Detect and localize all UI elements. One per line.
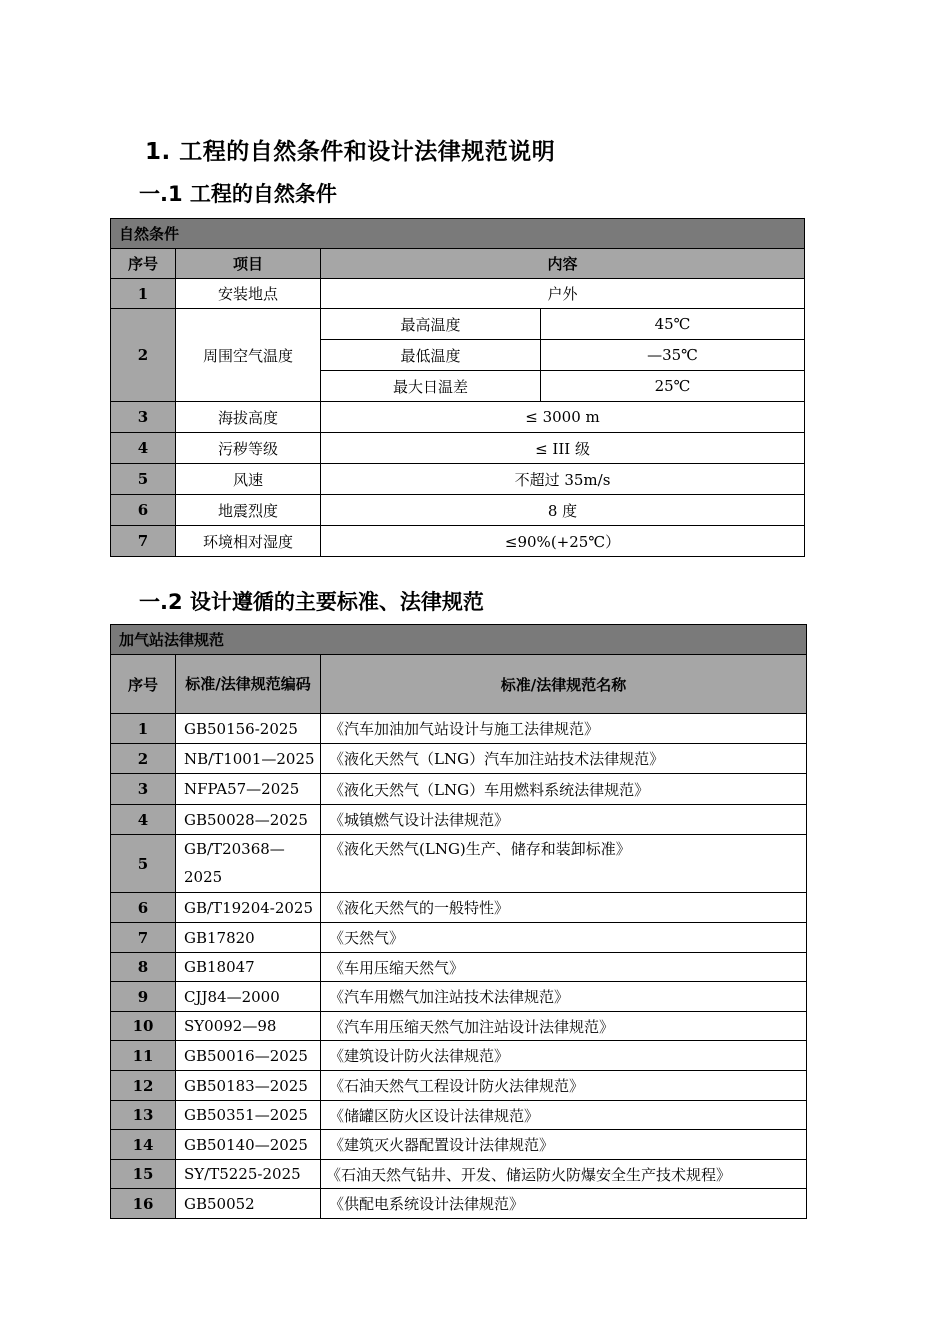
- row-item: 地震烈度: [176, 495, 321, 526]
- row-no: 2: [111, 309, 176, 402]
- table-row: [111, 433, 805, 464]
- row-code: GB50156-2025: [176, 714, 321, 744]
- row-no: 3: [111, 774, 176, 805]
- row-name: 《供配电系统设计法律规范》: [321, 1189, 807, 1219]
- row-no: 7: [111, 923, 176, 953]
- table-row: [111, 402, 805, 433]
- row-name: 《石油天然气工程设计防火法律规范》: [321, 1071, 807, 1101]
- table-row: [111, 1012, 807, 1041]
- row-code: SY0092—98: [176, 1012, 321, 1041]
- row-code: SY/T5225-2025: [176, 1160, 321, 1189]
- row-code: GB/T20368—2025: [176, 835, 321, 893]
- section2-title: 一.2 设计遵循的主要标准、法律规范: [139, 590, 484, 614]
- section1-title: 一.1 工程的自然条件: [139, 182, 337, 206]
- row-no: 16: [111, 1189, 176, 1219]
- sub-label: 最高温度: [321, 309, 541, 340]
- row-no: 13: [111, 1101, 176, 1130]
- row-no: 3: [111, 402, 176, 433]
- header-code: 标准/法律规范编码: [176, 655, 321, 714]
- table-row: [111, 744, 807, 774]
- sub-value: 45℃: [541, 309, 805, 340]
- header-name: 标准/法律规范名称: [321, 655, 807, 714]
- page-title: 1. 工程的自然条件和设计法律规范说明: [145, 139, 556, 165]
- row-item: 风速: [176, 464, 321, 495]
- row-content: ≤ III 级: [321, 433, 805, 464]
- row-code: GB/T19204-2025: [176, 893, 321, 923]
- table-row: [111, 1189, 807, 1219]
- row-code: GB50016—2025: [176, 1041, 321, 1071]
- row-code: GB50052: [176, 1189, 321, 1219]
- row-item: 安装地点: [176, 279, 321, 309]
- row-code: GB50351—2025: [176, 1101, 321, 1130]
- table-row: [111, 774, 807, 805]
- row-no: 4: [111, 805, 176, 835]
- row-content: ≤90%(+25℃）: [321, 526, 805, 557]
- row-item: 周围空气温度: [176, 309, 321, 402]
- row-no: 5: [111, 835, 176, 893]
- sub-label: 最低温度: [321, 340, 541, 371]
- row-item: 海拔高度: [176, 402, 321, 433]
- table-row: [111, 1071, 807, 1101]
- row-no: 6: [111, 893, 176, 923]
- row-name: 《建筑设计防火法律规范》: [321, 1041, 807, 1071]
- header-item: 项目: [176, 249, 321, 279]
- row-name: 《石油天然气钻井、开发、储运防火防爆安全生产技术规程》: [321, 1160, 807, 1189]
- row-name: 《液化天然气的一般特性》: [321, 893, 807, 923]
- row-name: 《液化天然气(LNG)生产、储存和装卸标准》: [321, 835, 807, 893]
- row-content: 不超过 35m/s: [321, 464, 805, 495]
- row-name: 《汽车用燃气加注站技术法律规范》: [321, 982, 807, 1012]
- row-name: 《液化天然气（LNG）汽车加注站技术法律规范》: [321, 744, 807, 774]
- table-row: [111, 835, 807, 893]
- row-no: 7: [111, 526, 176, 557]
- table-row: [111, 805, 807, 835]
- table-caption: 自然条件: [111, 219, 805, 249]
- row-code: CJJ84—2000: [176, 982, 321, 1012]
- row-content: 8 度: [321, 495, 805, 526]
- row-name: 《天然气》: [321, 923, 807, 953]
- row-no: 5: [111, 464, 176, 495]
- table-row: [111, 279, 805, 309]
- row-name: 《汽车用压缩天然气加注站设计法律规范》: [321, 1012, 807, 1041]
- row-no: 9: [111, 982, 176, 1012]
- row-name: 《液化天然气（LNG）车用燃料系统法律规范》: [321, 774, 807, 805]
- row-no: 8: [111, 953, 176, 982]
- row-content: 户外: [321, 279, 805, 309]
- sub-value: —35℃: [541, 340, 805, 371]
- row-item: 污秽等级: [176, 433, 321, 464]
- row-code: GB17820: [176, 923, 321, 953]
- table-row: [111, 464, 805, 495]
- row-no: 2: [111, 744, 176, 774]
- row-name: 《城镇燃气设计法律规范》: [321, 805, 807, 835]
- sub-value: 25℃: [541, 371, 805, 402]
- row-code: GB50140—2025: [176, 1130, 321, 1160]
- sub-label: 最大日温差: [321, 371, 541, 402]
- table-row: [111, 309, 805, 340]
- row-no: 10: [111, 1012, 176, 1041]
- table-row: [111, 1101, 807, 1130]
- row-name: 《车用压缩天然气》: [321, 953, 807, 982]
- row-name: 《汽车加油加气站设计与施工法律规范》: [321, 714, 807, 744]
- table-row: [111, 495, 805, 526]
- row-code: NFPA57—2025: [176, 774, 321, 805]
- table-row: [111, 1130, 807, 1160]
- row-no: 1: [111, 714, 176, 744]
- table-row: [111, 1160, 807, 1189]
- row-code: GB50028—2025: [176, 805, 321, 835]
- table-row: [111, 1041, 807, 1071]
- row-no: 4: [111, 433, 176, 464]
- row-no: 6: [111, 495, 176, 526]
- row-name: 《储罐区防火区设计法律规范》: [321, 1101, 807, 1130]
- standards-table: [110, 624, 807, 1219]
- row-code: NB/T1001—2025: [176, 744, 321, 774]
- table-row: [111, 893, 807, 923]
- natural-conditions-table: [110, 218, 805, 557]
- header-content: 内容: [321, 249, 805, 279]
- table-row: [111, 982, 807, 1012]
- row-item: 环境相对湿度: [176, 526, 321, 557]
- row-no: 14: [111, 1130, 176, 1160]
- table-row: [111, 923, 807, 953]
- row-code: GB18047: [176, 953, 321, 982]
- table-row: [111, 714, 807, 744]
- row-code: GB50183—2025: [176, 1071, 321, 1101]
- row-no: 11: [111, 1041, 176, 1071]
- row-no: 1: [111, 279, 176, 309]
- row-no: 15: [111, 1160, 176, 1189]
- table-row: [111, 526, 805, 557]
- table-row: [111, 953, 807, 982]
- row-no: 12: [111, 1071, 176, 1101]
- header-no: 序号: [111, 655, 176, 714]
- table-caption: 加气站法律规范: [111, 625, 807, 655]
- row-name: 《建筑灭火器配置设计法律规范》: [321, 1130, 807, 1160]
- header-no: 序号: [111, 249, 176, 279]
- row-content: ≤ 3000 m: [321, 402, 805, 433]
